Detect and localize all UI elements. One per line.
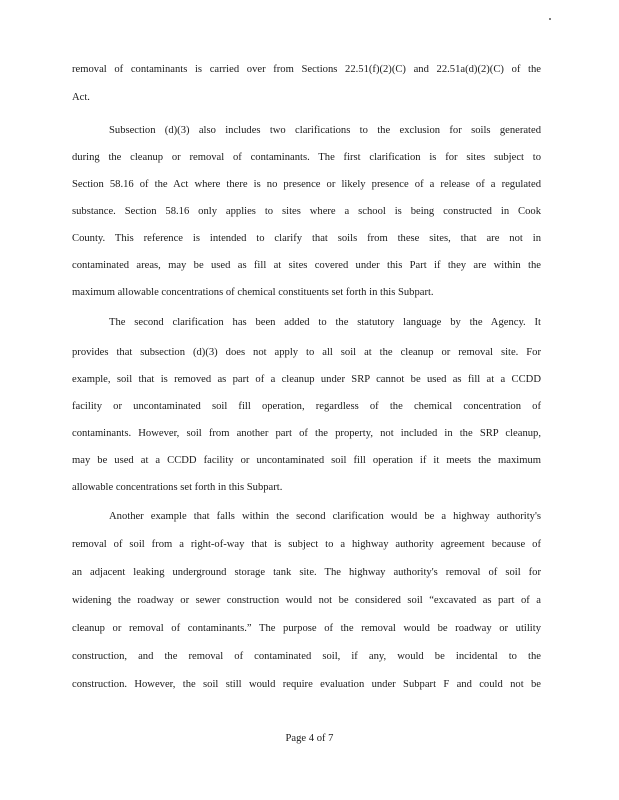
- text-line: contaminants. However, soil from another part of the property, not included in the SRP cleanup,: [72, 428, 541, 439]
- text-line: cleanup or removal of contaminants.” The purpose of the removal would be roadway or utility: [72, 623, 541, 634]
- text-line: removal of contaminants is carried over from Sections 22.51(f)(2)(C) and 22.51a(d)(2)(C) of the: [72, 64, 541, 75]
- text-line: during the cleanup or removal of contaminants. The first clarification is for sites subject to: [72, 152, 541, 163]
- paragraph-first-line: The second clarification has been added to the statutory language by the Agency. It: [109, 317, 541, 328]
- text-line: removal of soil from a right-of-way that is subject to a highway authority agreement because of: [72, 539, 541, 550]
- text-line: maximum allowable concentrations of chemical constituents set forth in this Subpart.: [72, 287, 434, 298]
- text-line: Section 58.16 of the Act where there is no presence or likely presence of a release of a regulated: [72, 179, 541, 190]
- text-line: Act.: [72, 92, 90, 103]
- text-line: example, soil that is removed as part of a cleanup under SRP cannot be used as fill at a CCDD: [72, 374, 541, 385]
- page-number: Page 4 of 7: [285, 733, 334, 744]
- text-line: construction, and the removal of contaminated soil, if any, would be incidental to the: [72, 651, 541, 662]
- text-line: County. This reference is intended to clarify that soils from these sites, that are not in: [72, 233, 541, 244]
- scan-speck: [549, 18, 551, 20]
- text-line: substance. Section 58.16 only applies to sites where a school is being constructed in Cook: [72, 206, 541, 217]
- text-line: construction. However, the soil still would require evaluation under Subpart F and could not be: [72, 679, 541, 690]
- paragraph-first-line: Subsection (d)(3) also includes two clarifications to the exclusion for soils generated: [109, 125, 541, 136]
- text-line: an adjacent leaking underground storage tank site. The highway authority's removal of soil for: [72, 567, 541, 578]
- text-line: facility or uncontaminated soil fill operation, regardless of the chemical concentration of: [72, 401, 541, 412]
- text-line: may be used at a CCDD facility or uncontaminated soil fill operation if it meets the maximum: [72, 455, 541, 466]
- text-line: provides that subsection (d)(3) does not apply to all soil at the cleanup or removal site. For: [72, 347, 541, 358]
- paragraph-first-line: Another example that falls within the second clarification would be a highway authority's: [109, 511, 541, 522]
- text-line: widening the roadway or sewer construction would not be considered soil “excavated as part of a: [72, 595, 541, 606]
- text-line: allowable concentrations set forth in this Subpart.: [72, 482, 283, 493]
- text-line: contaminated areas, may be used as fill at sites covered under this Part if they are within the: [72, 260, 541, 271]
